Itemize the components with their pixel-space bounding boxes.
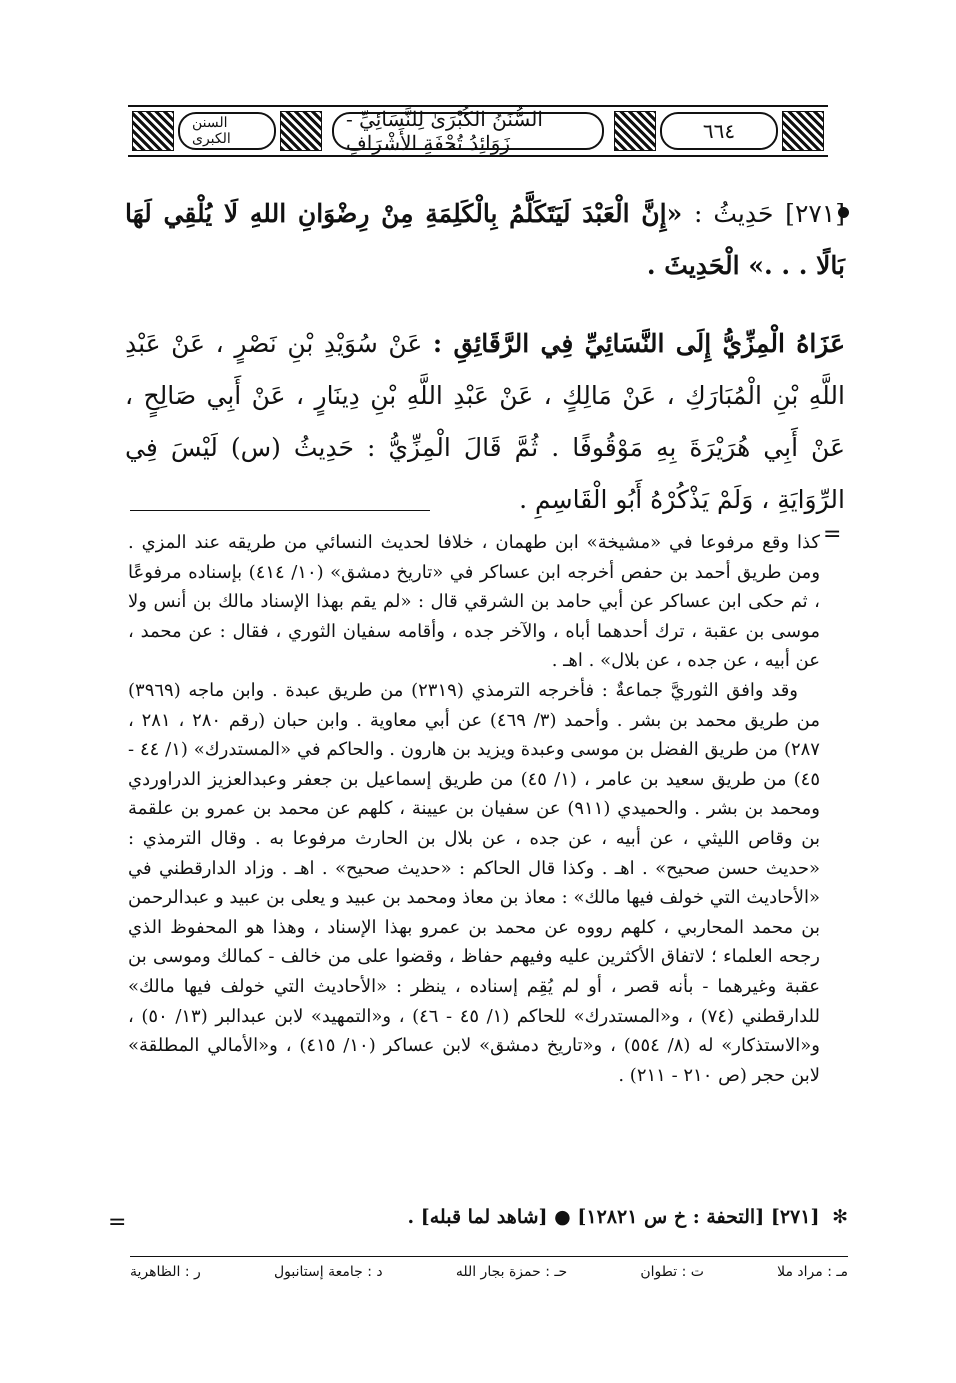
- tuhfa-citation: [التحفة : خ س ١٢٨٢١]: [577, 1206, 765, 1228]
- hadith-label: حَدِيثُ :: [693, 199, 774, 228]
- attribution-paragraph: [125, 318, 845, 526]
- footnote-paragraph-2: وقد وافق الثوريَّ جماعةٌ : فأخرجه الترمذي (٢٣١٩) من طريق عبدة . وابن ماجه (٣٩٦٩) من طريق محمد بن بشر . وأحمد (٣/ ٤٦٩) عن أبي معاوية . وابن حبان (رقم ٢٨٠ ، ٢٨١ ، ٢٨٧) من طريق الفضل بن موسى وعبدة ويزيد بن هارون . والحاكم في «المستدرك» (١/ ٤٤ - ٤٥) من طريق سعيد بن عامر ، (١/ ٤٥) من طريق إسماعيل بن جعفر وعبدالعزيز الدراوردي ومحمد بن بشر . والحميدي (٩١١) عن سفيان بن عيينة ، كلهم عن محمد بن عمرو بن علقمة بن وقاص الليثي ، عن أبيه ، عن جده ، عن بلال بن الحارث مرفوعا به . وقال الترمذي : «حديث حسن صحيح» . اهـ . وكذا قال الحاكم : «حديث صحيح» . اهـ . وزاد الدارقطني في «الأحاديث التي خولف فيها مالك» : معاذ بن معاذ ومحمد بن عبيد و يعلى بن عبيد و عبدالرحمن بن محمد المحاربي ، كلهم رووه عن محمد بن عمرو بهذا الإسناد ، وهذا هو المحفوظ الذي رجحه العلماء ؛ لاتفاق الأكثرين عليه وفيهم حفاظ ، وقضوا على من خالف - كمالك وموسى بن عقبة وغيرهما - بأنه قصر ، أو لم يُقِم إسناده ، ينظر : «الأحاديث التي خولف فيها مالك» للدارقطني (٧٤) ، و«المستدرك» للحاكم (١/ ٤٥ - ٤٦) ، و«التمهيد» لابن عبدالبر (١٣/ ٥٠) ، و«الاستذكار» له (٨/ ٥٥٤) ، و«تاريخ دمشق» لابن عساكر (١٠/ ٤١٥) ، و«الأمالي المطلقة» لابن حجر (ص ٢١٠ - ٢١١) .: [127, 679, 820, 1086]
- header-ornament-mid-right: [614, 111, 656, 151]
- header-page-box: [660, 112, 778, 150]
- legend-item: د : جامعة إستانبول: [274, 1264, 383, 1280]
- dot-icon: ●: [554, 1206, 571, 1228]
- footnotes: [128, 528, 820, 1090]
- attribution-lead: عَزَاهُ الْمِزِّيُّ إِلَى النَّسَائِيِّ فِي الرَّقَائِقِ :: [432, 329, 845, 358]
- running-title: السُّنَنُ الكُبْرَىٰ لِلنَّسَائِيِّ - زَوَائِدُ تُحْفَةِ الأَشْرَافِ: [346, 107, 543, 155]
- tuhfa-reference: [360, 1206, 848, 1228]
- header-ornament-mid-left: [280, 111, 322, 151]
- header-ornament-left: [132, 111, 174, 151]
- legend-item: ر : الظاهرية: [130, 1264, 201, 1280]
- header-ornament-right: [782, 111, 824, 151]
- attribution-text: عَنْ سُوَيْدِ بْنِ نَصْرٍ ، عَنْ عَبْدِ اللَّهِ بْنِ الْمُبَارَكِ ، عَنْ مَالِكٍ ، عَنْ عَبْدِ اللَّهِ بْنِ دِينَارٍ ، عَنْ أَبِي صَالِحٍ ، عَنْ أَبِي هُرَيْرَةَ بِهِ مَوْقُوفًا . ثُمَّ قَالَ الْمِزِّيُّ : حَدِيثُ (س) لَيْسَ فِي الرِّوَايَةِ ، وَلَمْ يَذْكُرْهُ أَبُو الْقَاسِمِ .: [125, 329, 845, 514]
- star-icon: ✻: [832, 1206, 848, 1228]
- page-header: [128, 105, 828, 157]
- legend-item: مـ : مراد ملا: [777, 1264, 848, 1280]
- header-title-box: [332, 107, 604, 155]
- legend-item: حـ : حمزة بجار الله: [455, 1264, 568, 1280]
- footnote-paragraph-1: كذا وقع مرفوعا في «مشيخة» ابن طهمان ، خلافا لحديث النسائي من طريقه عند المزي . ومن طريق أحمد بن حفص أخرجه ابن عساكر في «تاريخ دمشق» (١٠/ ٤١٤) بإسناده مرفوعًا ، ثم حكى ابن عساكر عن أبي حامد بن الشرقي قال : «لم يقم بهذا الإسناد مالك بن أنس ولا موسى بن عقبة ، ترك أحدهما أباه ، والآخر جده ، وأقامه سفيان الثوري ، فقال : عن محمد ، عن أبيه ، عن جده ، عن بلال» . اهـ .: [128, 532, 821, 672]
- page-number: ٦٦٤: [702, 119, 736, 143]
- hadith-number: [٢٧١]: [785, 199, 845, 228]
- legend-separator: [130, 1256, 848, 1257]
- header-seal: [178, 112, 276, 150]
- header-seal-text: السنن الكبرى: [192, 115, 231, 147]
- hadith-text: «إِنَّ الْعَبْدَ لَيَتَكَلَّمُ بِالْكَلِمَةِ مِنْ رِضْوَانِ اللهِ لَا يُلْقِي لَهَا بَالًا . . .» الْحَدِيثَ .: [125, 199, 845, 280]
- tuhfa-hadith-number: [٢٧١]: [770, 1206, 820, 1228]
- tuhfa-note: [شاهد لما قبله] .: [407, 1206, 548, 1228]
- manuscript-legend: [130, 1264, 848, 1286]
- footnote-continuation-mark: =: [823, 522, 842, 547]
- hadith-entry: [125, 188, 845, 292]
- legend-item: ت : تطوان: [640, 1264, 704, 1280]
- footnote-separator: [130, 510, 430, 511]
- tuhfa-continuation-mark: =: [108, 1210, 127, 1235]
